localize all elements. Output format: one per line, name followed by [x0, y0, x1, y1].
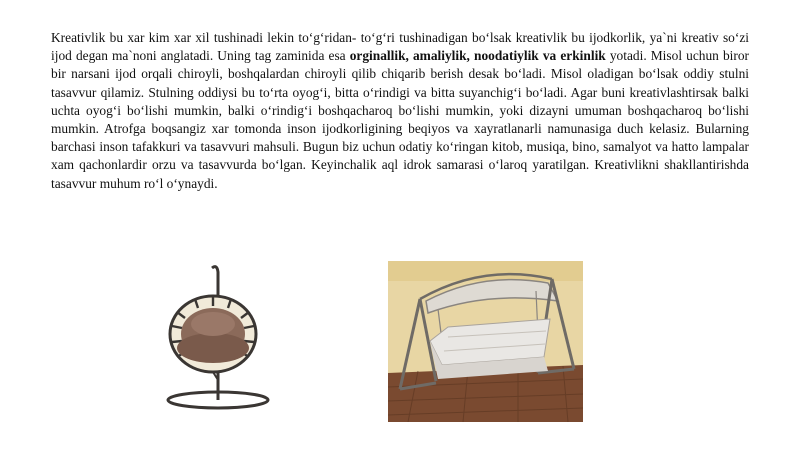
paragraph-text-end: yotadi. Misol uchun biror bir narsani ijod orqali chiroyli, boshqalardan chiroyli qilib chiqarib berish desak bo‘ladi. Misol oladigan bo‘lsak oddiy stulni tasavvur qilamiz. Stulning oddiysi bu to‘rta oyog‘i, bitta o‘rindigi va bitta suyanchig‘i bo‘ladi. Agar buni kreativlashtirsak balki uchta oyog‘i bo‘lishi mumkin, balki o‘rindig‘i boshqacharoq bo‘lishi mumkin, yoki dizayni umuman boshqacharoq bo‘lishi mumkin. Atrofga boqsangiz xar tomonda inson ijodkorligining beqiyos va xayratlanarli namunasiga duch kelasiz. Bularning barchasi inson tafakkuri va tasavvuri mahsuli. Bugun biz uchun odatiy ko‘ringan kitob, musiqa, bino, samalyot va hatto lampalar xam qachonlardir orzu va tasavvurda bo‘lgan. Keyinchalik aql idrok samarasi o‘laroq yaratilgan. Kreativlikni shakllantirishda tasavvur muhum ro‘l o‘ynaydi.: [51, 48, 750, 191]
hanging-chair-illustration: [160, 262, 272, 412]
garden-swing-photo: [388, 261, 583, 422]
hanging-egg-chair-photo: [160, 262, 272, 412]
garden-swing-illustration: [388, 261, 583, 422]
paragraph-bold-keywords: orginallik, amaliylik, noodatiylik va erkinlik: [349, 48, 606, 64]
paragraph-text-start: Kreativlik bu xar kim xar xil tushinadi lekin to‘g‘ridan- to‘g‘ri tushinadigan bo‘lsak kreativlik bu ijodkorlik, ya`ni kreativ so‘zi ijod degan ma`noni anglatadi. Uning tag zaminida esa: [51, 30, 749, 64]
body-paragraph: [51, 29, 749, 193]
